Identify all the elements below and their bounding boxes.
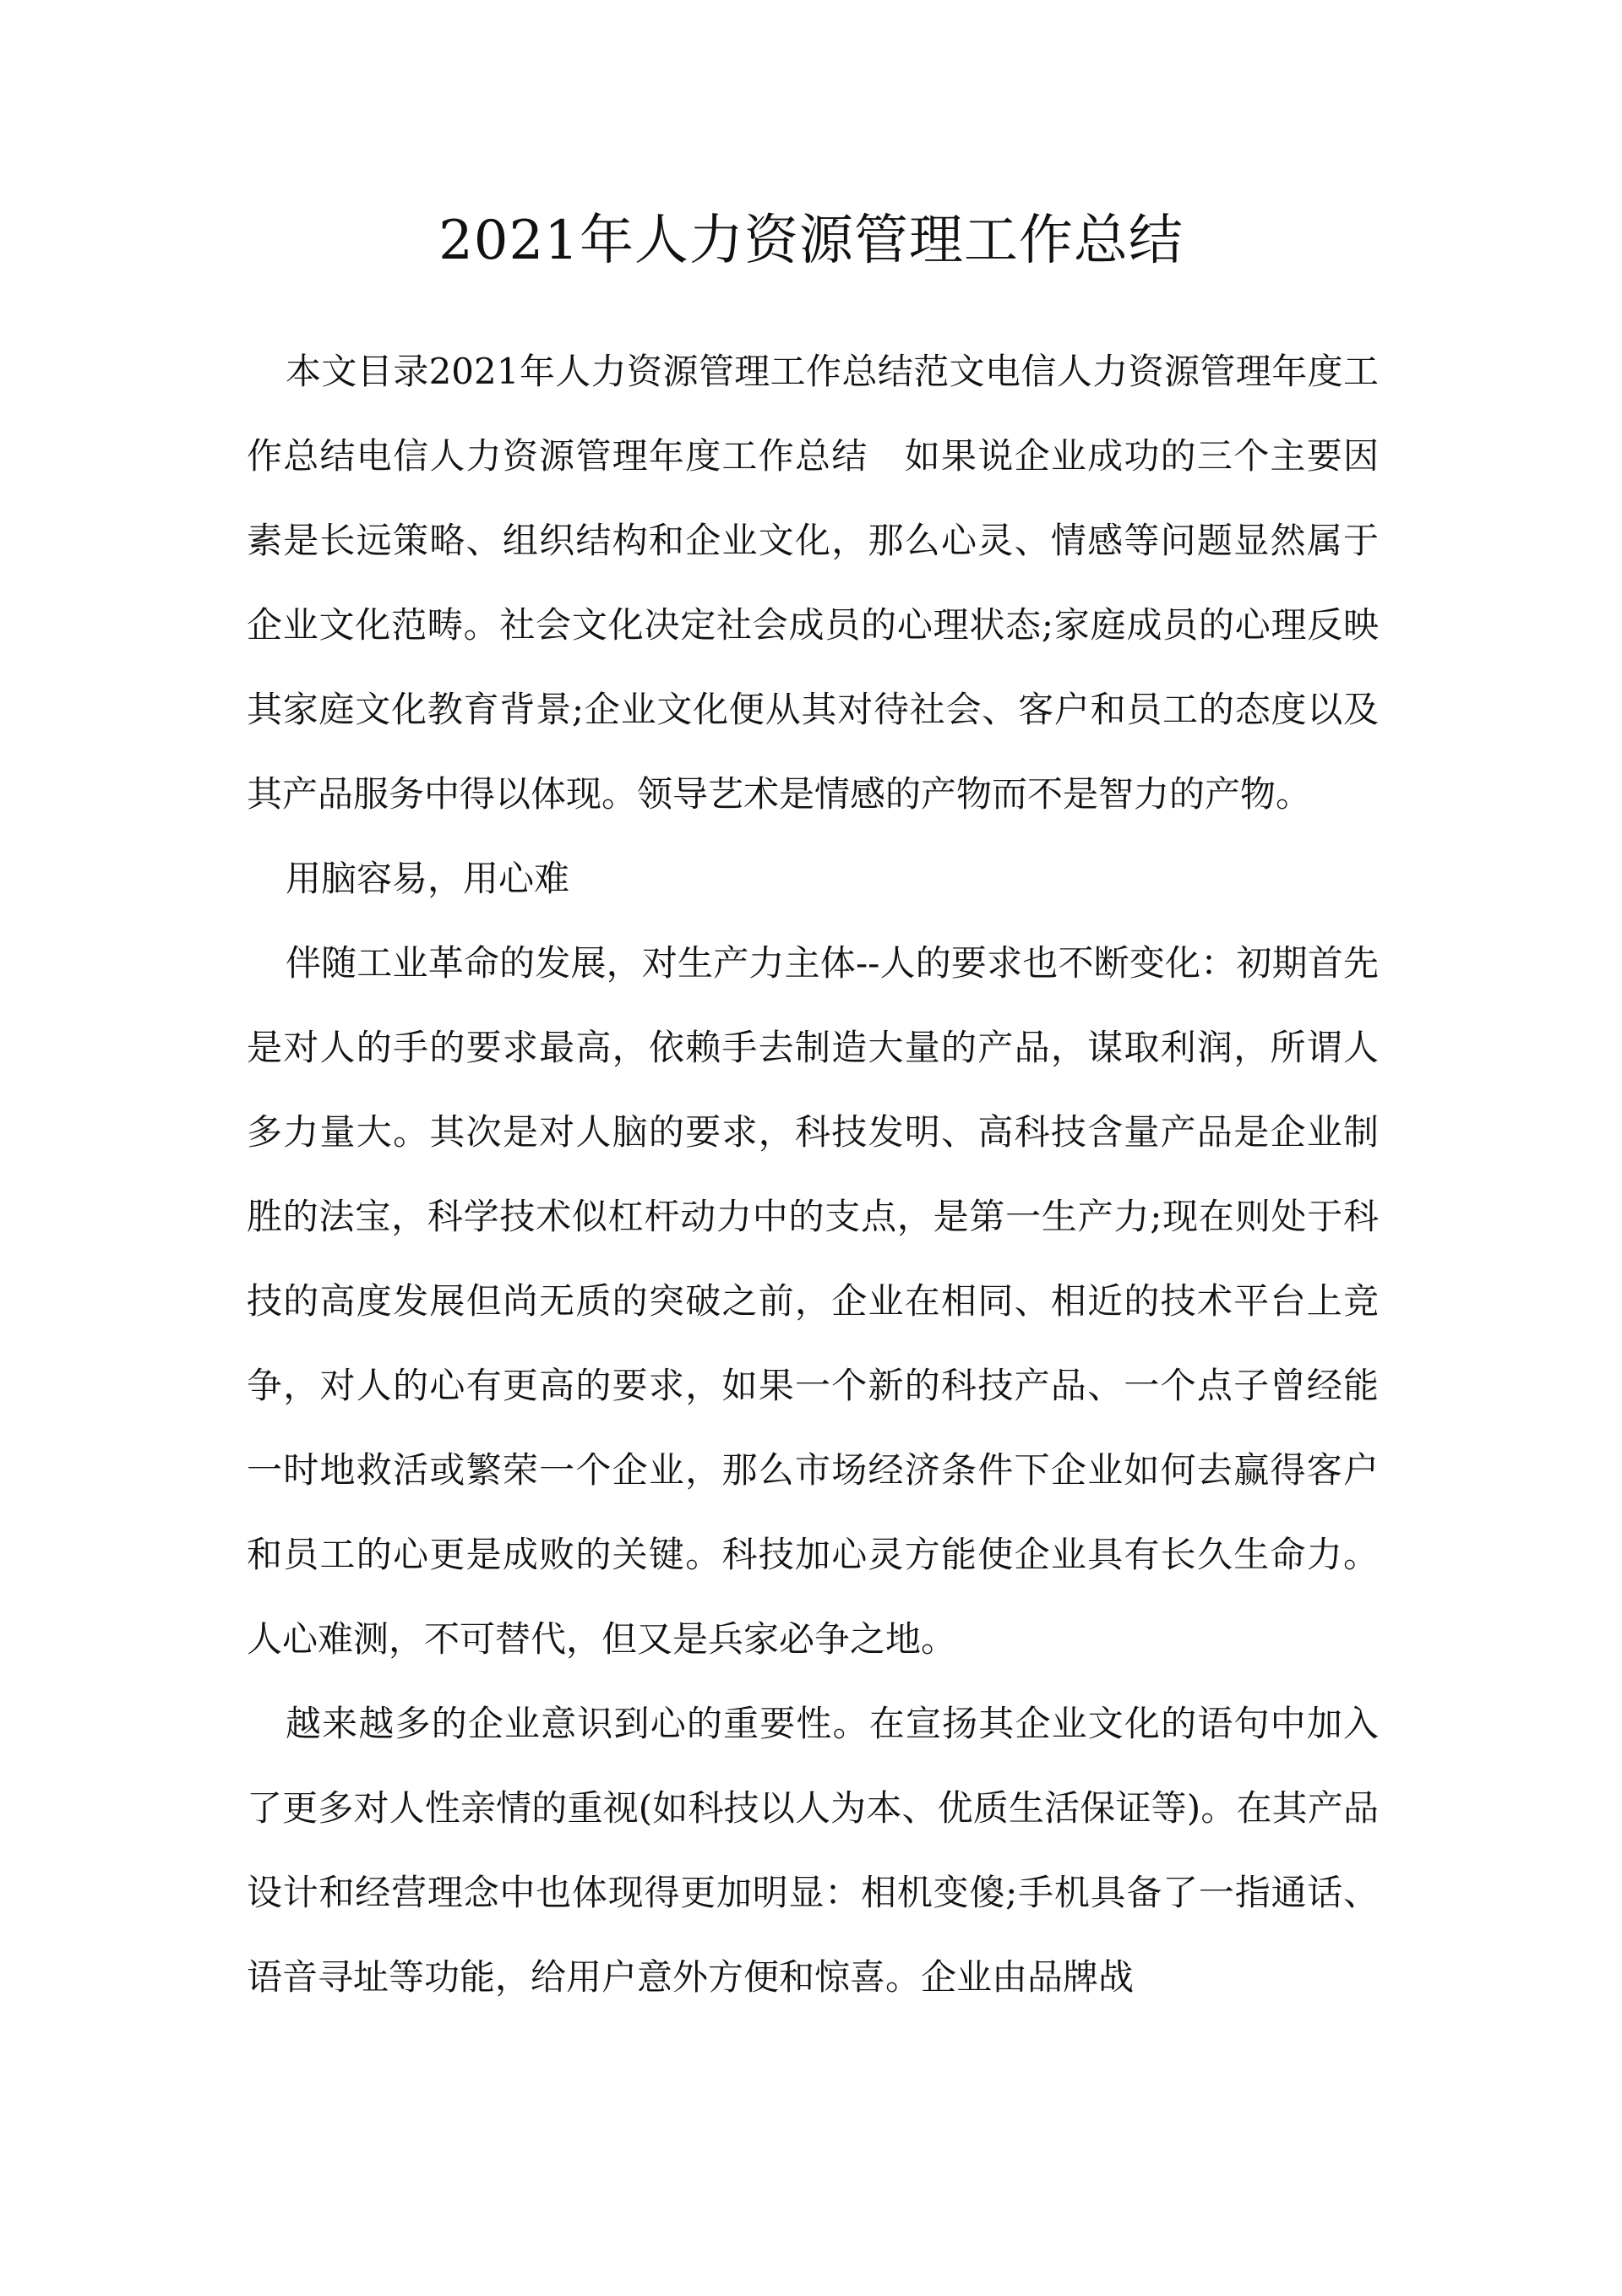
paragraph-1: 本文目录2021年人力资源管理工作总结范文电信人力资源管理年度工作总结电信人力资源管理年度工作总结 如果说企业成功的三个主要因素是长远策略、组织结构和企业文化，那么心灵、情感等问题显然属于企业文化范畴。社会文化决定社会成员的心理状态;家庭成员的心理反映其家庭文化教育背景;企业文化便从其对待社会、客户和员工的态度以及其产品服务中得以体现。领导艺术是情感的产物而不是智力的产物。 <box>247 351 1379 815</box>
paragraph-4: 越来越多的企业意识到心的重要性。在宣扬其企业文化的语句中加入了更多对人性亲情的重视(如科技以人为本、优质生活保证等)。在其产品设计和经营理念中也体现得更加明显：相机变傻;手机具备了一指通话、语音寻址等功能，给用户意外方便和惊喜。企业由品牌战 <box>247 1703 1379 1998</box>
paragraph-3: 伴随工业革命的发展，对生产力主体--人的要求也不断变化：初期首先是对人的手的要求最高，依赖手去制造大量的产品，谋取利润，所谓人多力量大。其次是对人脑的要求，科技发明、高科技含量产品是企业制胜的法宝，科学技术似杠杆动力中的支点，是第一生产力;现在则处于科技的高度发展但尚无质的突破之前，企业在相同、相近的技术平台上竞争，对人的心有更高的要求，如果一个新的科技产品、一个点子曾经能一时地救活或繁荣一个企业，那么市场经济条件下企业如何去赢得客户和员工的心更是成败的关键。科技加心灵方能使企业具有长久生命力。人心难测，不可替代，但又是兵家必争之地。 <box>247 942 1379 1660</box>
document-title: 2021年人力资源管理工作总结 <box>438 210 1184 272</box>
document-body <box>247 330 1379 2020</box>
paragraph-2: 用脑容易，用心难 <box>286 858 570 899</box>
